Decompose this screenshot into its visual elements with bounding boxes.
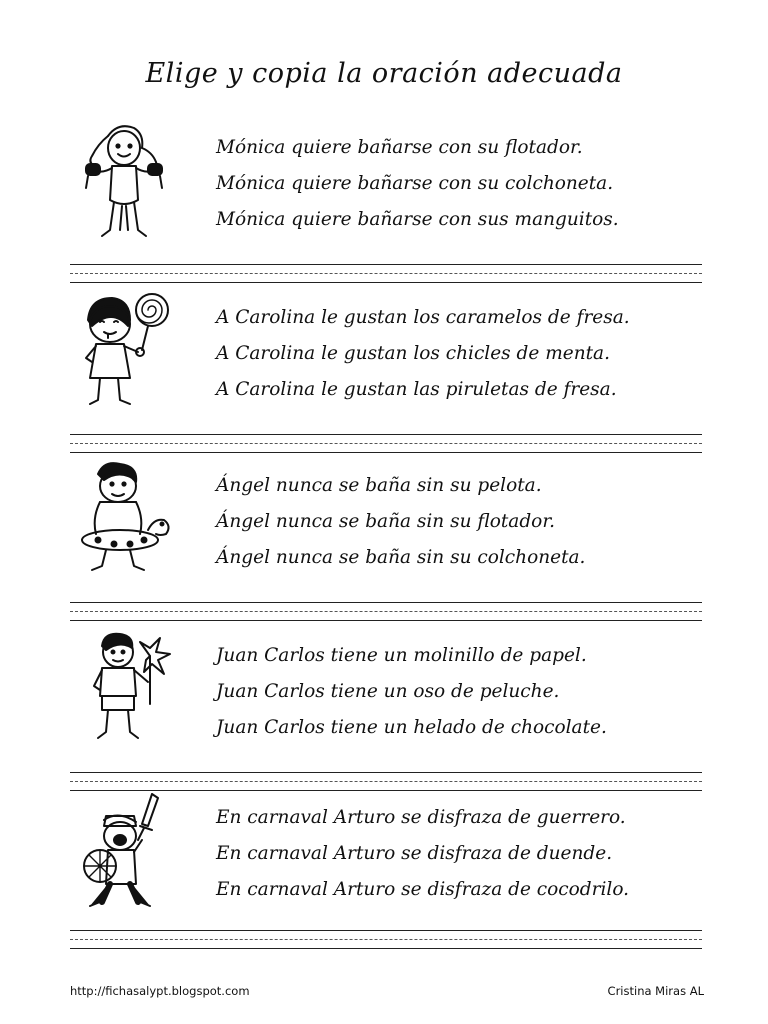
writing-lines[interactable] — [70, 772, 702, 784]
girl-with-lollipop-icon — [78, 292, 174, 416]
writing-line-dashed — [70, 611, 702, 612]
writing-line — [70, 282, 702, 283]
boy-with-pinwheel-icon — [88, 630, 176, 754]
sentence-option: A Carolina le gustan las piruletas de fresa. — [216, 379, 617, 400]
writing-line — [70, 620, 702, 621]
sentence-option: Juan Carlos tiene un molinillo de papel. — [216, 645, 587, 666]
writing-lines[interactable] — [70, 264, 702, 276]
exercise-1 — [0, 122, 768, 292]
sentence-option: A Carolina le gustan los caramelos de fresa. — [216, 307, 630, 328]
exercise-5 — [0, 792, 768, 962]
sentence-option: A Carolina le gustan los chicles de menta. — [216, 343, 610, 364]
writing-line — [70, 930, 702, 931]
sentence-option: Juan Carlos tiene un oso de peluche. — [216, 681, 560, 702]
sentence-option: Ángel nunca se baña sin su flotador. — [216, 511, 556, 532]
writing-line-dashed — [70, 781, 702, 782]
sentence-option: En carnaval Arturo se disfraza de cocodrilo. — [216, 879, 630, 900]
writing-lines[interactable] — [70, 434, 702, 446]
page-title: Elige y copia la oración adecuada — [145, 58, 623, 89]
writing-line — [70, 434, 702, 435]
writing-lines[interactable] — [70, 602, 702, 614]
boy-with-swim-ring-icon — [78, 460, 178, 584]
sentence-options — [216, 130, 736, 238]
sentence-option: En carnaval Arturo se disfraza de duende. — [216, 843, 613, 864]
writing-line-dashed — [70, 939, 702, 940]
exercise-2 — [0, 292, 768, 462]
footer-author: Cristina Miras AL — [607, 984, 704, 998]
sentence-option: Mónica quiere bañarse con sus manguitos. — [216, 209, 619, 230]
writing-line — [70, 264, 702, 265]
sentence-options — [216, 468, 736, 576]
footer-url: http://fichasalypt.blogspot.com — [70, 984, 250, 998]
sentence-option: Ángel nunca se baña sin su colchoneta. — [216, 547, 586, 568]
writing-line-dashed — [70, 443, 702, 444]
writing-line — [70, 948, 702, 949]
sentence-option: En carnaval Arturo se disfraza de guerrero. — [216, 807, 626, 828]
writing-line-dashed — [70, 273, 702, 274]
writing-line — [70, 602, 702, 603]
exercise-4 — [0, 630, 768, 800]
girl-with-armbands-icon — [78, 122, 174, 246]
boy-warrior-icon — [78, 792, 174, 918]
sentence-option: Mónica quiere bañarse con su flotador. — [216, 137, 583, 158]
sentence-option: Juan Carlos tiene un helado de chocolate. — [216, 717, 607, 738]
sentence-options — [216, 300, 736, 408]
sentence-options — [216, 800, 736, 908]
exercise-3 — [0, 460, 768, 630]
writing-lines[interactable] — [70, 930, 702, 942]
sentence-option: Ángel nunca se baña sin su pelota. — [216, 475, 542, 496]
sentence-option: Mónica quiere bañarse con su colchoneta. — [216, 173, 614, 194]
writing-line — [70, 452, 702, 453]
sentence-options — [216, 638, 736, 746]
writing-line — [70, 772, 702, 773]
writing-line — [70, 790, 702, 791]
